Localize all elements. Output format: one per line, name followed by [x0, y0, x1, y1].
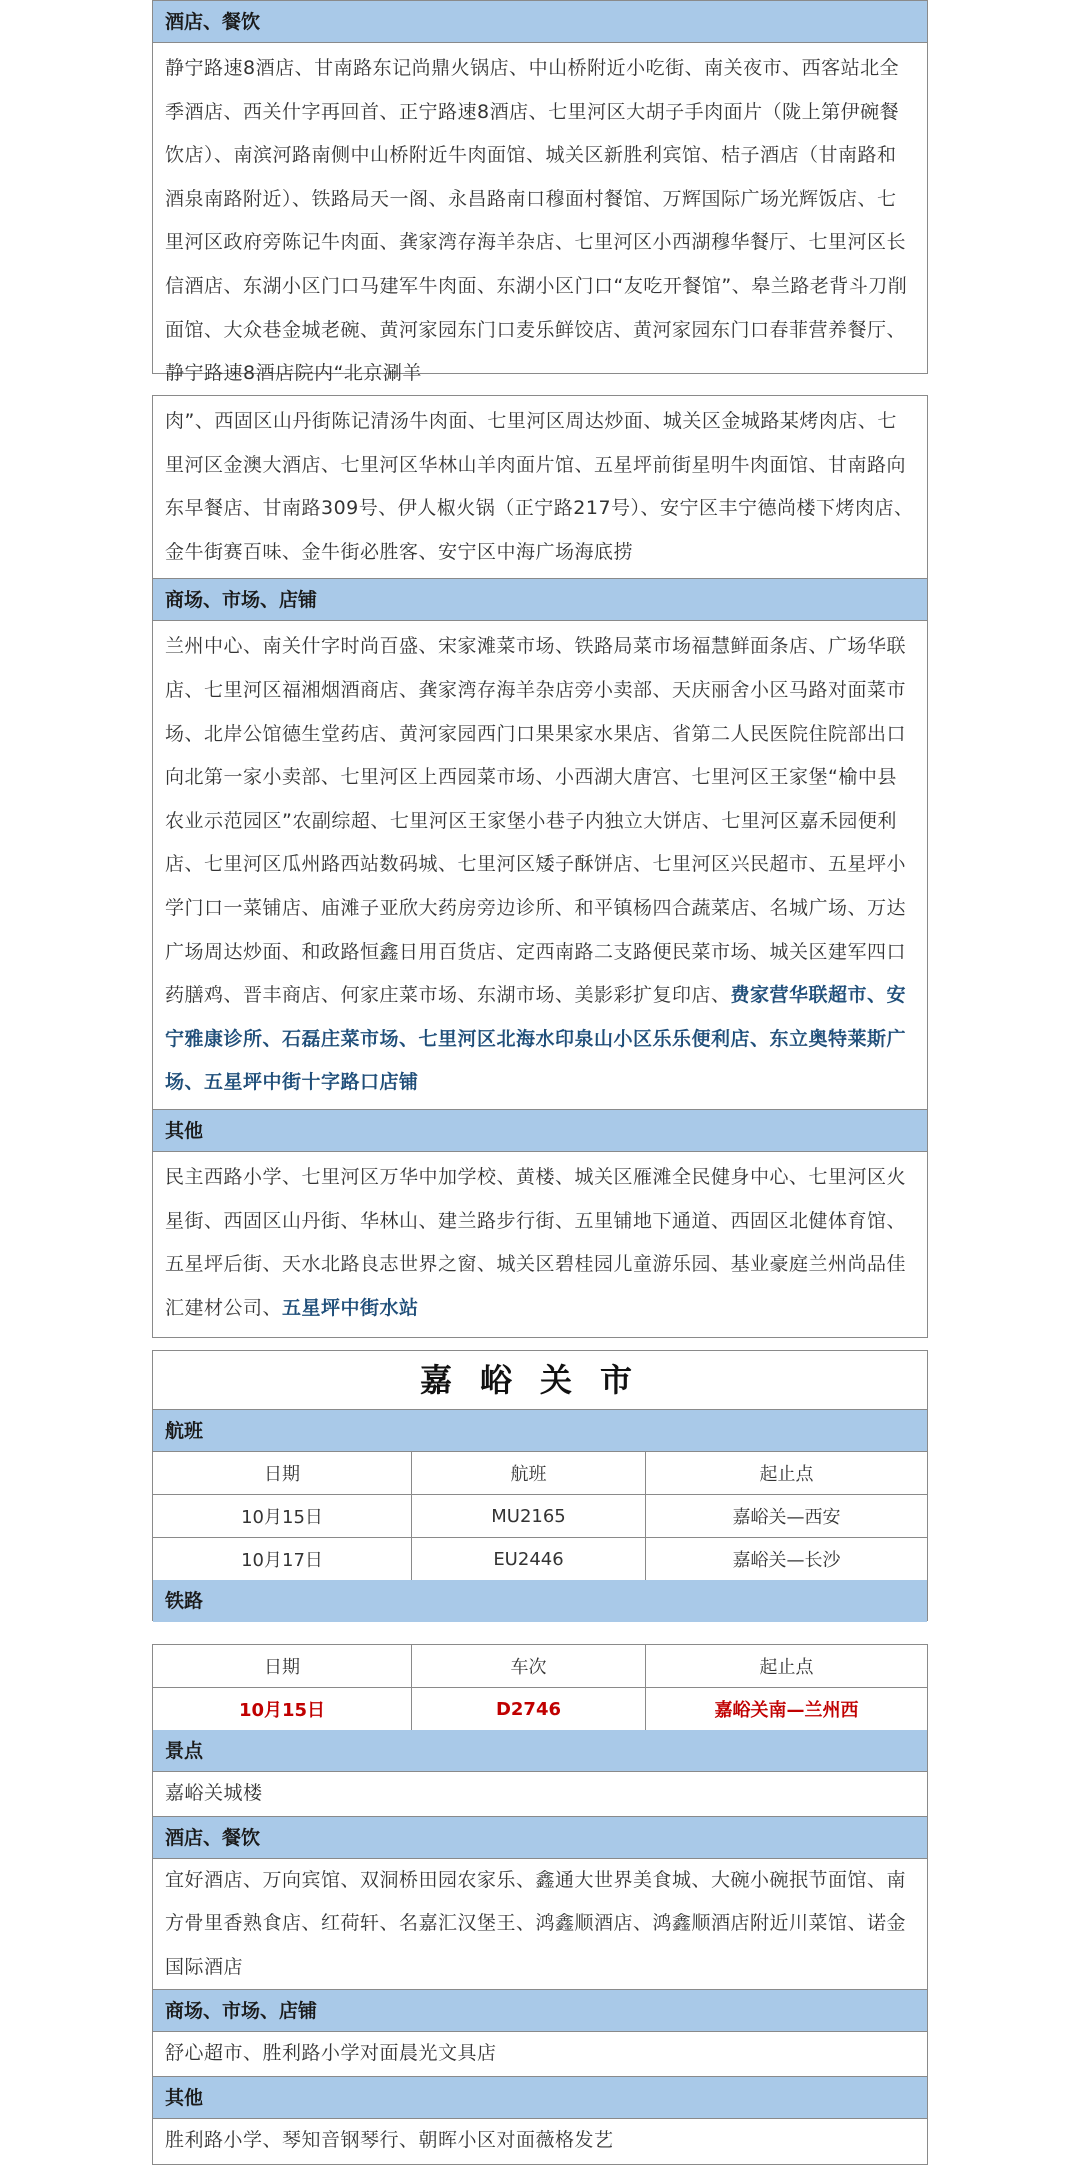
flight-route: 嘉峪关—西安: [646, 1495, 928, 1538]
table-row: [153, 1495, 928, 1538]
other-text-highlight: 五星坪中街水站: [282, 1296, 419, 1319]
other-text-plain: 民主西路小学、七里河区万华中加学校、黄楼、城关区雁滩全民健身中心、七里河区火星街、西固区山丹街、华林山、建兰路步行街、五里铺地下通道、西固区北健体育馆、五星坪后街、天水北路良志世界之窗、城关区碧桂园儿童游乐园、基业豪庭兰州尚品佳汇建材公司、: [165, 1165, 907, 1319]
city-title: 嘉峪关市: [153, 1351, 927, 1410]
col-date: 日期: [153, 1645, 412, 1688]
section-header-shops: 商场、市场、店铺: [153, 1990, 927, 2032]
shops-text: [153, 621, 927, 1110]
section-header-scenic: 景点: [153, 1730, 927, 1772]
jiayuguan-block-1: [152, 1350, 928, 1621]
rail-date: 10月15日: [153, 1688, 412, 1731]
hotels-text: 宜好酒店、万向宾馆、双洞桥田园农家乐、鑫通大世界美食城、大碗小碗抿节面馆、南方骨里香熟食店、红荷轩、名嘉汇汉堡王、鸿鑫顺酒店、鸿鑫顺酒店附近川菜馆、诺金国际酒店: [153, 1859, 927, 1991]
col-date: 日期: [153, 1452, 412, 1495]
train-number: D2746: [412, 1688, 646, 1731]
shops-text-highlight: 费家营华联超市、安宁雅康诊所、石磊庄菜市场、七里河区北海水印泉山小区乐乐便利店、东立奥特莱斯广场、五星坪中街十字路口店铺: [165, 984, 907, 1094]
other-text: 胜利路小学、琴知音钢琴行、朝晖小区对面薇格发艺: [165, 2128, 614, 2151]
col-train: 车次: [412, 1645, 646, 1688]
hotels-text: 静宁路速8酒店、甘南路东记尚鼎火锅店、中山桥附近小吃街、南关夜市、西客站北全季酒店、西关什字再回首、正宁路速8酒店、七里河区大胡子手肉面片（陇上第伊碗餐饮店）、南滨河路南侧中山桥附近牛肉面馆、城关区新胜利宾馆、桔子酒店（甘南路和酒泉南路附近）、铁路局天一阁、永昌路南口穆面村餐馆、万辉国际广场光辉饭店、七里河区政府旁陈记牛肉面、龚家湾存海羊杂店、七里河区小西湖穆华餐厅、七里河区长信酒店、东湖小区门口马建军牛肉面、东湖小区门口“友吃开餐馆”、皋兰路老背斗刀削面馆、大众巷金城老碗、黄河家园东门口麦乐鲜饺店、黄河家园东门口春菲营养餐厅、静宁路速8酒店院内“北京涮羊: [165, 57, 908, 385]
rail-route: 嘉峪关南—兰州西: [646, 1688, 928, 1731]
section-header-flights: 航班: [153, 1410, 927, 1452]
lanzhou-block-2: [152, 395, 928, 1338]
col-route: 起止点: [646, 1452, 928, 1495]
scenic-text: 嘉峪关城楼: [153, 1772, 927, 1817]
table-row: [153, 1688, 928, 1731]
rail-table: [152, 1644, 928, 1731]
flight-number: EU2446: [412, 1538, 646, 1581]
jiayuguan-block-2: [152, 1644, 928, 2165]
hotels-text-continued: 肉”、西固区山丹街陈记清汤牛肉面、七里河区周达炒面、城关区金城路某烤肉店、七里河区金澳大酒店、七里河区华林山羊肉面片馆、五星坪前街星明牛肉面馆、甘南路向东早餐店、甘南路309号、伊人椒火锅（正宁路217号）、安宁区丰宁德尚楼下烤肉店、金牛街赛百味、金牛街必胜客、安宁区中海广场海底捞: [153, 396, 927, 579]
section-header-other: 其他: [153, 1110, 927, 1152]
flight-date: 10月17日: [153, 1538, 412, 1581]
col-flight: 航班: [412, 1452, 646, 1495]
section-header-rail: 铁路: [153, 1580, 927, 1622]
other-text: [153, 1152, 927, 1334]
table-row: [153, 1538, 928, 1581]
col-route: 起止点: [646, 1645, 928, 1688]
flights-table: [152, 1451, 928, 1581]
section-header-hotels: 酒店、餐饮: [153, 1817, 927, 1859]
section-header-hotels: 酒店、餐饮: [153, 1, 927, 43]
shops-text-plain: 兰州中心、南关什字时尚百盛、宋家滩菜市场、铁路局菜市场福慧鲜面条店、广场华联店、七里河区福湘烟酒商店、龚家湾存海羊杂店旁小卖部、天庆丽舍小区马路对面菜市场、北岸公馆德生堂药店、黄河家园西门口果果家水果店、省第二人民医院住院部出口向北第一家小卖部、七里河区上西园菜市场、小西湖大唐宫、七里河区王家堡“榆中县农业示范园区”农副综超、七里河区王家堡小巷子内独立大饼店、七里河区嘉禾园便利店、七里河区瓜州路西站数码城、七里河区矮子酥饼店、七里河区兴民超市、五星坪小学门口一菜铺店、庙滩子亚欣大药房旁边诊所、和平镇杨四合蔬菜店、名城广场、万达广场周达炒面、和政路恒鑫日用百货店、定西南路二支路便民菜市场、城关区建军四口药膳鸡、晋丰商店、何家庄菜市场、东湖市场、美影彩扩复印店、: [165, 635, 907, 1007]
lanzhou-hotels-block-1: [152, 0, 928, 385]
flights-header-row: [153, 1452, 928, 1495]
rail-header-row: [153, 1645, 928, 1688]
flight-date: 10月15日: [153, 1495, 412, 1538]
section-header-other: 其他: [153, 2077, 927, 2119]
flight-number: MU2165: [412, 1495, 646, 1538]
flight-route: 嘉峪关—长沙: [646, 1538, 928, 1581]
shops-text: 舒心超市、胜利路小学对面晨光文具店: [153, 2032, 927, 2077]
section-header-shops: 商场、市场、店铺: [153, 579, 927, 621]
